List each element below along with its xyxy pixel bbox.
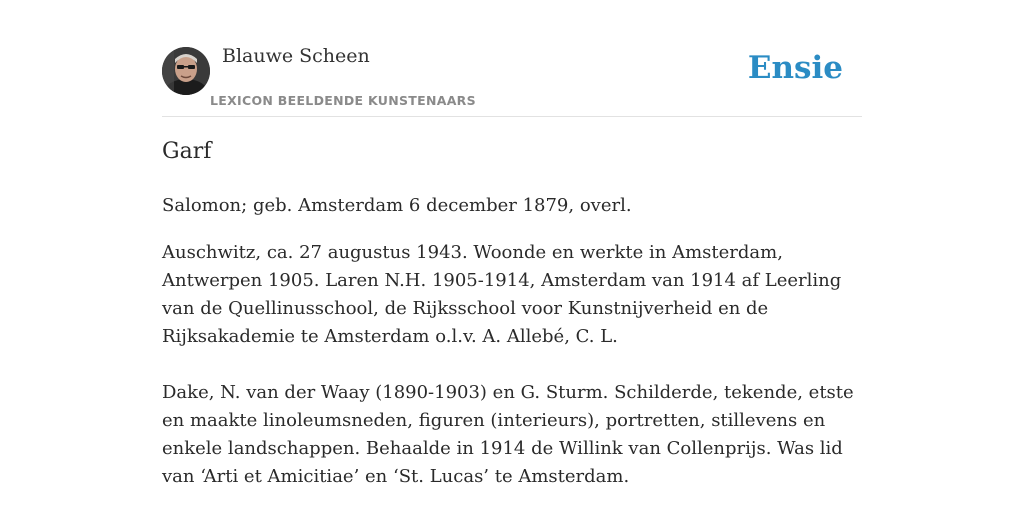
book-name[interactable]: LEXICON BEELDENDE KUNSTENAARS (210, 93, 476, 108)
article-title: Garf (162, 139, 212, 164)
author-avatar[interactable] (162, 47, 210, 95)
article-paragraph: Auschwitz, ca. 27 augustus 1943. Woonde en werkte in Amsterdam, Antwerpen 1905. Laren N.H. 1905-1914, Amsterdam van 1914 af Leerling van de Quellinusschool, de Rijksschool voor Kunstnijverheid en de Rijksakademie te Amsterdam o.l.v. A. Allebé, C. L. (162, 242, 842, 347)
avatar-portrait-image (162, 47, 210, 95)
article-paragraph: Salomon; geb. Amsterdam 6 december 1879, overl. (162, 195, 632, 216)
author-name[interactable]: Blauwe Scheen (222, 45, 370, 67)
article-paragraph: Dake, N. van der Waay (1890-1903) en G. Sturm. Schilderde, tekende, etste en maakte linoleumsneden, figuren (interieurs), portretten, stillevens en enkele landschappen. Behaalde in 1914 de Willink van Collenprijs. Was lid van ‘Arti et Amicitiae’ en ‘St. Lucas’ te Amsterdam. (162, 382, 854, 487)
header (162, 0, 862, 117)
ensie-logo[interactable]: Ensie (747, 50, 843, 86)
page-container (162, 0, 862, 487)
